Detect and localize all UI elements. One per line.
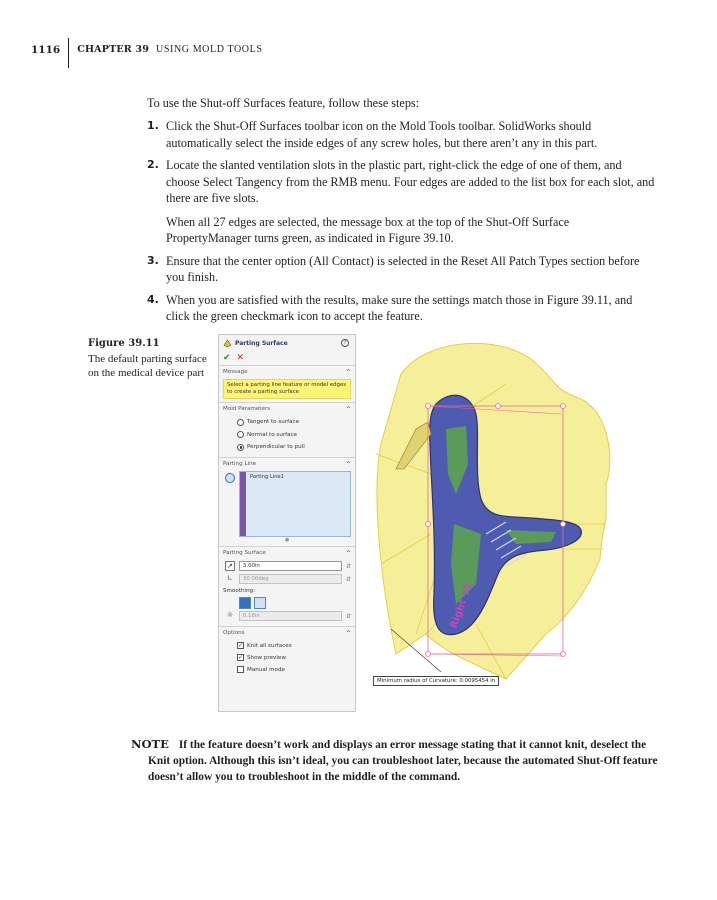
step-item — [147, 292, 657, 325]
step-subparagraph: When all 27 edges are selected, the message box at the top of the Shut-Off Surface PropertyManager turns green, as indicated in Figure 39.10. — [166, 214, 570, 245]
distance-row — [223, 560, 351, 573]
step-number: 3. — [147, 253, 159, 267]
collapse-caret-icon[interactable]: ^ — [345, 406, 351, 413]
parting-line-title: Parting Line — [223, 460, 257, 467]
distance-input[interactable]: 3.00in — [239, 561, 342, 571]
angle-icon: ∟ — [227, 574, 233, 582]
radio-label: Tangent to surface — [247, 419, 300, 426]
parting-surface-icon — [223, 339, 232, 348]
radio-label: Normal to surface — [247, 431, 298, 438]
step-item — [147, 157, 657, 247]
checkbox-checked[interactable]: ✓ — [238, 654, 244, 661]
section-header[interactable] — [223, 630, 351, 637]
reverse-direction-icon[interactable]: ↗ — [225, 561, 235, 571]
section-header[interactable] — [223, 461, 351, 468]
checkbox-label: Show preview — [247, 654, 286, 661]
note-label: NOTE — [131, 737, 169, 751]
step-item — [147, 118, 657, 151]
figure-label: Figure 39.11 — [88, 338, 160, 349]
step-number: 1. — [147, 119, 159, 132]
smoothing-label: Smoothing: — [223, 587, 256, 594]
viewport-preview — [356, 334, 646, 714]
option-manual-mode[interactable] — [223, 664, 351, 676]
curvature-readout: Minimum radius of Curvature: 0.0095454 in — [373, 676, 499, 686]
collapse-caret-icon[interactable]: ^ — [345, 369, 351, 376]
parting-surface-property-manager — [218, 334, 356, 712]
radio-button[interactable] — [237, 419, 244, 426]
message-title: Message — [223, 369, 248, 375]
checkbox-label: Manual mode — [247, 666, 285, 673]
radio-perpendicular[interactable] — [223, 441, 351, 454]
sharp-smoothing-button[interactable] — [239, 597, 251, 609]
checkbox-label: Knit all surfaces — [247, 642, 292, 649]
collapse-caret-icon[interactable]: ^ — [345, 549, 351, 557]
options-section — [219, 626, 355, 679]
step-number: 4. — [147, 292, 159, 306]
options-title: Options — [223, 629, 245, 636]
smoothing-buttons — [223, 596, 351, 610]
intro-paragraph: To use the Shut-off Surfaces feature, follow these steps: — [147, 96, 420, 110]
spinner-icon[interactable]: ⇵ — [345, 562, 351, 570]
note-text: If the feature doesn’t work and displays an error message stating that it cannot knit, deselect the Knit option. Although this isn’t ideal, you can troubleshoot later, because the automated Shut-Off feature doesn’t allow you to troubleshoot in the middle of the command. — [148, 739, 658, 783]
mold-parameters-section — [219, 402, 355, 457]
step-text: When you are satisfied with the results, make sure the settings match those in Figure 39.11, and click the green checkmark icon to accept the feature. — [166, 292, 633, 323]
help-icon[interactable]: ? — [341, 339, 349, 347]
selection-color-bar — [240, 472, 246, 536]
step-list — [147, 118, 657, 331]
step-text: Locate the slanted ventilation slots in the plastic part, right-click the edge of one of them, and choose Select Tangency from the RMB menu. Four edges are added to the list box for each slot, and there are five slots. — [166, 158, 655, 205]
section-header[interactable] — [223, 406, 351, 413]
parting-line-row — [223, 471, 351, 537]
radio-button-selected[interactable] — [237, 444, 244, 451]
smoothing-input[interactable]: 0.16in — [239, 611, 342, 621]
radio-button[interactable] — [237, 431, 244, 438]
listbox-resize-grip[interactable]: ● — [284, 536, 290, 543]
figure-caption — [88, 337, 208, 381]
view-orientation-label: Right Y2 — [448, 581, 476, 631]
pm-title: Parting Surface — [235, 339, 288, 347]
parting-line-section — [219, 457, 355, 546]
figure-caption-text: The default parting surface on the medical device part — [88, 352, 207, 379]
step-number: 2. — [147, 158, 159, 171]
page-number: 1116 — [31, 44, 61, 56]
parting-line-listbox[interactable] — [239, 471, 351, 537]
running-head — [31, 38, 263, 68]
parting-surface-title: Parting Surface — [223, 549, 266, 556]
option-knit-all[interactable] — [223, 640, 351, 652]
angle-row — [223, 573, 351, 586]
spinner-icon[interactable]: ⇵ — [345, 612, 351, 620]
mold-params-title: Mold Parameters — [223, 406, 271, 412]
note-block — [131, 736, 659, 785]
smooth-smoothing-button[interactable] — [254, 597, 266, 609]
header-divider — [68, 38, 69, 68]
checkbox-checked[interactable]: ✓ — [238, 642, 244, 649]
step-item — [147, 253, 657, 286]
section-header[interactable] — [223, 550, 351, 557]
radio-normal[interactable] — [223, 429, 351, 442]
step-text: Click the Shut-Off Surfaces toolbar icon on the Mold Tools toolbar. SolidWorks should automatically select the inside edges of any screw holes, but there aren’t any in this part. — [166, 119, 598, 150]
smoothing-distance-icon: ☼ — [226, 611, 234, 619]
pm-actions — [219, 351, 355, 365]
parting-surface-preview — [377, 343, 610, 679]
step-text: Ensure that the center option (All Contact) is selected in the Reset All Patch Types section before you finish. — [166, 253, 640, 284]
angle-input[interactable]: 30.00deg — [239, 574, 342, 584]
checkbox-unchecked[interactable] — [237, 666, 244, 673]
parting-line-icon — [225, 473, 235, 483]
message-section — [219, 365, 355, 402]
section-header[interactable] — [223, 369, 351, 376]
radio-label: Perpendicular to pull — [247, 444, 305, 451]
spinner-icon[interactable]: ⇵ — [345, 575, 351, 583]
collapse-caret-icon[interactable]: ^ — [345, 629, 351, 637]
pm-header — [219, 335, 355, 351]
list-item[interactable]: Parting Line1 — [250, 473, 285, 480]
ok-checkmark-icon[interactable]: ✔ — [223, 353, 231, 363]
collapse-caret-icon[interactable]: ^ — [345, 460, 351, 468]
chapter-label: CHAPTER 39 — [77, 44, 150, 55]
cancel-x-icon[interactable]: ✕ — [236, 353, 245, 363]
smoothing-row — [223, 610, 351, 623]
parting-surface-section — [219, 546, 355, 626]
chapter-title: USING MOLD TOOLS — [156, 44, 263, 55]
option-show-preview[interactable] — [223, 652, 351, 664]
radio-tangent[interactable] — [223, 416, 351, 429]
message-box: Select a parting line feature or model edges to create a parting surface — [223, 379, 351, 399]
